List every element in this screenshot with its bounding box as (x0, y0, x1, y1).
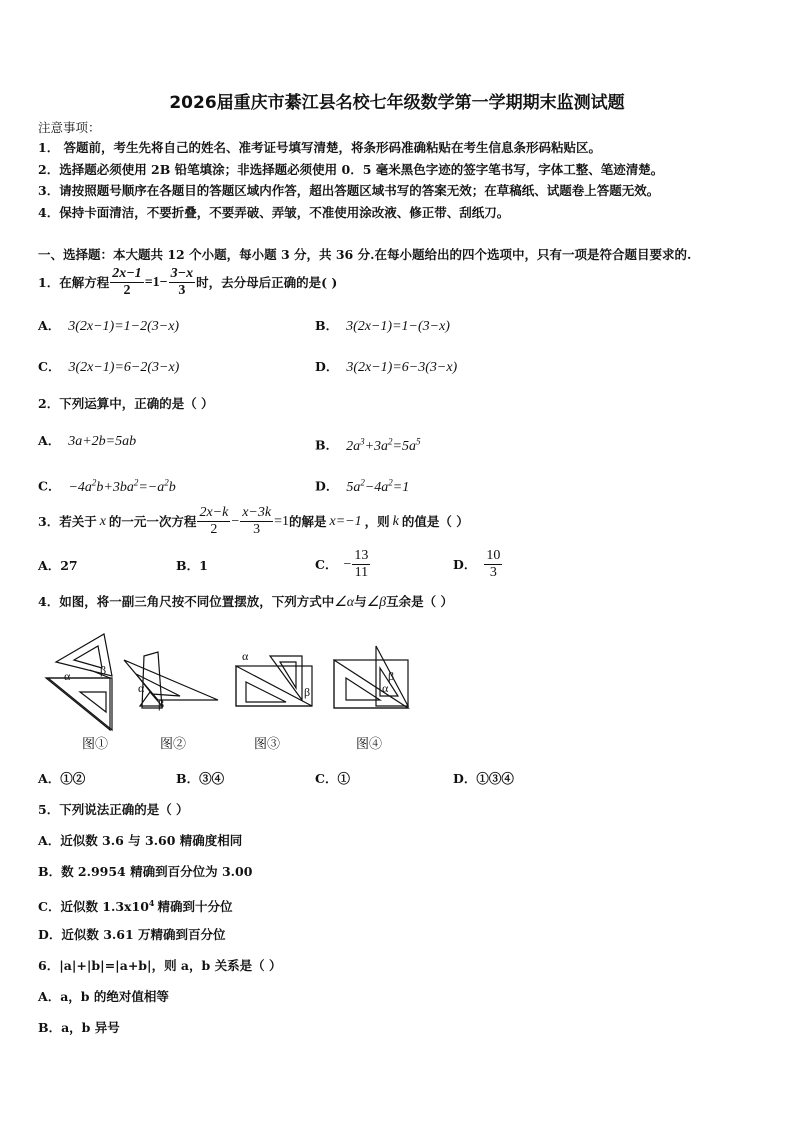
q3-d-num: 10 (486, 548, 501, 563)
q4-stem-3: 互余是（ ） (386, 594, 454, 609)
fig3-alpha-label: α (242, 649, 249, 663)
q2-b-term-3: =5a (392, 438, 416, 454)
figure-1 (46, 634, 114, 730)
q2-b-sup-2: 2 (388, 436, 393, 446)
figure-1-caption: 图① (82, 737, 109, 752)
q2-option-b-label: B． (315, 437, 339, 453)
q1-f2-den: 3 (178, 283, 186, 298)
q1-f2-num: 3−x (170, 266, 194, 281)
q2-b-sup-1: 3 (360, 436, 365, 446)
fig4-alpha-label: α (382, 681, 389, 695)
q1-option-b[interactable] (315, 318, 450, 335)
q3-solution: x=−1 (329, 513, 362, 529)
q3-eq: =1 (274, 513, 289, 529)
page-title: 2026届重庆市綦江县名校七年级数学第一学期期末监测试题 (169, 93, 625, 113)
q1-option-c-label: C． (38, 359, 61, 374)
q3-d-fraction (484, 548, 502, 581)
q2-d-sup-2: 2 (388, 477, 393, 487)
q2-b-sup-3: 5 (415, 436, 421, 446)
question-5-stem: 5．下列说法正确的是（ ） (38, 802, 189, 817)
fig1-alpha-label: α (64, 669, 71, 683)
q4-option-c[interactable]: C．① (315, 771, 350, 786)
q5-option-c[interactable] (38, 895, 233, 915)
q2-b-term-2: +3a (364, 438, 389, 454)
q1-option-a-label: A． (38, 318, 61, 333)
q3-post-1: 的解是 (289, 513, 327, 529)
q3-post-3: 的值是（ ） (401, 513, 469, 529)
figure-4-caption: 图④ (356, 737, 383, 752)
q2-c-term-4: b (168, 479, 176, 495)
q2-c-term-1: −4a (68, 479, 92, 495)
question-1-stem (38, 266, 337, 299)
figure-3 (236, 656, 312, 706)
q3-f1-den: 2 (210, 522, 218, 537)
fig2-alpha-label: α (138, 681, 145, 695)
question-2-stem: 2．下列运算中，正确的是（ ） (38, 396, 214, 411)
q1-option-a[interactable] (38, 318, 179, 335)
q3-post-2: ，则 (364, 513, 390, 529)
q3-mid: 的一元一次方程 (108, 513, 197, 529)
q3-minus: − (231, 513, 240, 529)
q5-option-a[interactable]: A．近似数 3.6 与 3.60 精确度相同 (38, 833, 243, 848)
q1-option-b-expr: 3(2x−1)=1−(3−x) (346, 319, 450, 334)
q4-stem-1: 4．如图，将一副三角尺按不同位置摆放，下列方式中 (38, 594, 335, 609)
q3-c-den: 11 (354, 565, 369, 580)
q2-d-sup-1: 2 (360, 477, 365, 487)
question-3-stem (38, 505, 469, 538)
fig3-beta-label: β (304, 685, 311, 699)
q1-option-a-expr: 3(2x−1)=1−2(3−x) (68, 319, 180, 334)
q1-option-d[interactable] (315, 359, 457, 376)
q1-pre: 1．在解方程 (38, 274, 110, 290)
q2-c-term-3: =−a (138, 479, 165, 495)
q2-c-sup-1: 2 (91, 477, 97, 487)
q1-f1-den: 2 (123, 283, 131, 298)
q2-option-c[interactable] (38, 474, 176, 496)
q1-option-d-expr: 3(2x−1)=6−3(3−x) (346, 360, 458, 375)
q4-stem-2: 与 (354, 594, 367, 609)
q2-option-b[interactable] (315, 433, 420, 455)
q3-f1-num: 2x−k (199, 505, 229, 520)
q2-option-a-expr: 3a+2b=5ab (68, 434, 137, 449)
figure-4 (334, 646, 408, 708)
q1-fraction-2 (169, 266, 195, 299)
figure-2-caption: 图② (160, 737, 187, 752)
q2-option-a[interactable] (38, 433, 136, 450)
q1-option-b-label: B． (315, 318, 339, 333)
figure-3-caption: 图③ (254, 737, 281, 752)
notice-item: 4．保持卡面清洁，不要折叠，不要弄破、弄皱，不准使用涂改液、修正带、刮纸刀。 (38, 205, 510, 220)
question-6-stem: 6．|a|+|b|=|a+b|，则 a，b 关系是（ ） (38, 958, 282, 973)
q2-c-sup-2: 2 (133, 477, 139, 487)
notice-item: 2．选择题必须使用 2B 铅笔填涂；非选择题必须使用 0．5 毫米黑色字迹的签字笔书写，字体工整、笔迹清楚。 (38, 162, 664, 177)
question-4-stem (38, 594, 453, 611)
q1-fraction-1 (110, 266, 143, 299)
q2-option-c-label: C． (38, 478, 61, 494)
q2-b-term-1: 2a (346, 438, 361, 454)
q6-option-b[interactable]: B．a，b 异号 (38, 1020, 120, 1035)
q3-option-d-label: D． (453, 556, 477, 572)
q3-d-den: 3 (489, 565, 497, 580)
fig2-beta-label: β (158, 697, 165, 711)
q1-post: 时，去分母后正确的是( ) (196, 274, 338, 290)
q3-f2-den: 3 (253, 522, 261, 537)
q2-option-d[interactable] (315, 474, 409, 496)
q2-c-sup-3: 2 (164, 477, 169, 487)
q3-var-x: x (99, 513, 106, 529)
q2-option-a-label: A． (38, 433, 61, 448)
q3-option-a[interactable]: A．27 (38, 558, 78, 573)
q5-option-c-text-2: 精确到十分位 (157, 899, 233, 915)
q3-c-num: 13 (354, 548, 369, 563)
q3-c-fraction (352, 548, 370, 581)
q2-d-term-2: −4a (364, 479, 389, 495)
q3-option-c[interactable] (315, 548, 371, 581)
q5-option-b[interactable]: B．数 2.9954 精确到百分位为 3.00 (38, 864, 253, 879)
q3-fraction-2 (240, 505, 273, 538)
q3-f2-num: x−3k (242, 505, 272, 520)
q4-angle-beta: ∠β (366, 595, 387, 610)
q1-f1-num: 2x−1 (112, 266, 142, 281)
q3-option-d[interactable] (453, 548, 503, 581)
q5-option-d[interactable]: D．近似数 3.61 万精确到百分位 (38, 927, 226, 942)
q5-option-c-exponent: 4 (148, 898, 155, 908)
notice-item: 1． 答题前，考生先将自己的姓名、准考证号填写清楚，将条形码准确粘贴在考生信息条形码粘贴区。 (38, 140, 602, 155)
q1-option-c[interactable] (38, 359, 179, 376)
q3-option-b[interactable]: B．1 (176, 558, 208, 573)
q3-option-c-label: C． (315, 556, 338, 572)
q2-d-term-1: 5a (346, 479, 361, 495)
q3-c-sign: − (343, 556, 352, 572)
q1-option-c-expr: 3(2x−1)=6−2(3−x) (68, 360, 180, 375)
fig4-beta-label: β (388, 669, 395, 683)
q2-d-term-3: =1 (392, 479, 410, 495)
q2-option-d-label: D． (315, 478, 339, 494)
q4-option-d[interactable]: D．①③④ (453, 771, 514, 786)
q6-option-a[interactable]: A．a，b 的绝对值相等 (38, 989, 169, 1004)
notice-heading: 注意事项： (38, 120, 101, 135)
q3-var-k: k (392, 513, 399, 529)
section-heading: 一、选择题：本大题共 12 个小题，每小题 3 分，共 36 分.在每小题给出的四个选项中，只有一项是符合题目要求的. (38, 247, 692, 262)
q4-option-b[interactable]: B．③④ (176, 771, 225, 786)
q1-option-d-label: D． (315, 359, 339, 374)
q4-angle-alpha: ∠α (334, 595, 355, 610)
fig1-beta-label: β (100, 663, 107, 677)
q3-fraction-1 (197, 505, 230, 538)
notice-item: 3．请按照题号顺序在各题目的答题区域内作答，超出答题区域书写的答案无效；在草稿纸、试题卷上答题无效。 (38, 183, 660, 198)
q2-c-term-2: b+3ba (96, 479, 134, 495)
q3-pre: 3．若关于 (38, 513, 97, 529)
q4-option-a[interactable]: A．①② (38, 771, 86, 786)
figure-2 (124, 652, 218, 708)
q5-option-c-text-1: C．近似数 1.3x10 (38, 899, 149, 915)
q1-mid: =1− (144, 274, 168, 290)
